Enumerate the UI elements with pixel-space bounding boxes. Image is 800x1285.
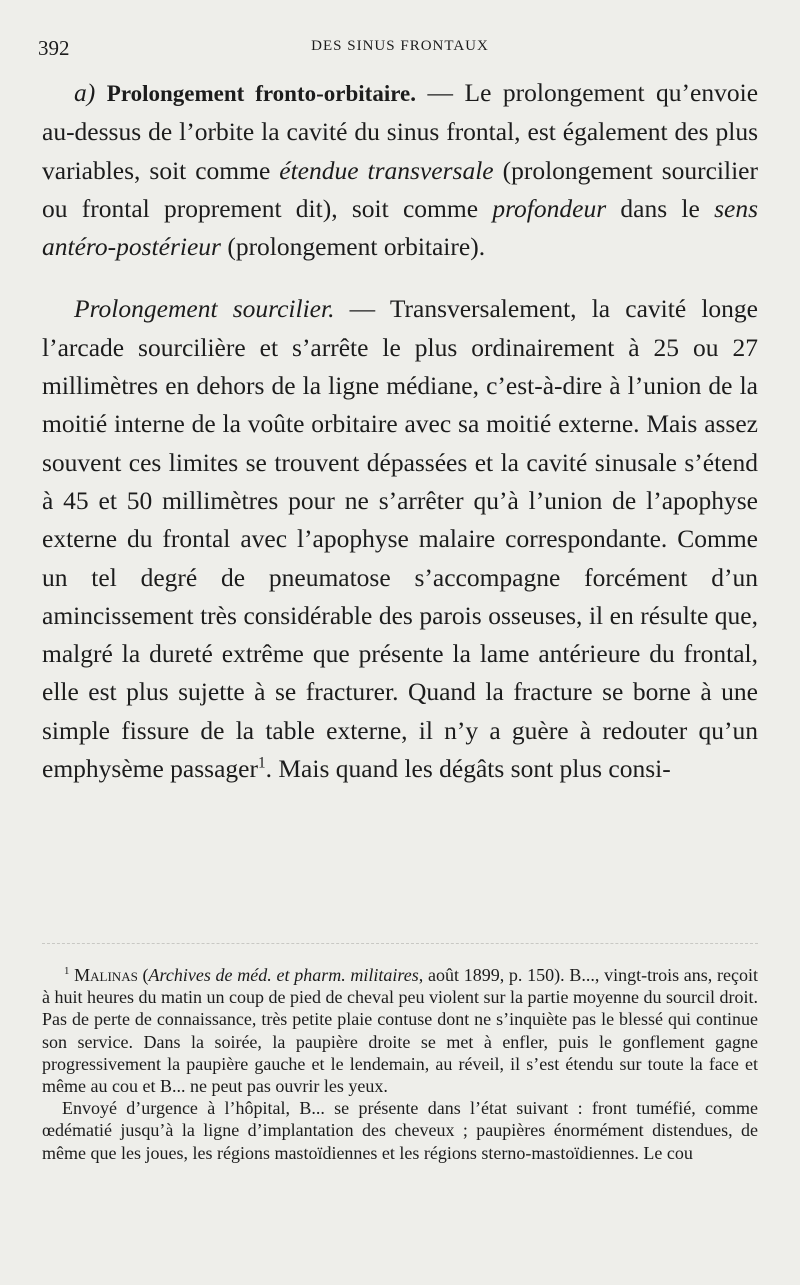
paragraph-fronto-orbitaire: a) Prolongement fronto-orbitaire. — Le prolongement qu’envoie au-dessus de l’orbite la cavité du sinus frontal, est également des plus variables, soit comme étendue transversale (prolongement sourcilier ou frontal proprement dit), soit comme profondeur dans le sens antéro-postérieur (prolongement orbitaire). (42, 78, 759, 262)
section-letter: a) (74, 78, 96, 107)
footnote-reference: 1 (257, 754, 266, 772)
page-header (36, 36, 764, 62)
footnote-paragraph: $^1$ Malinas (Archives de méd. et pharm. militaires, août 1899, p. 150). B..., vingt-trois ans, reçoit à huit heures du matin un coup de pied de cheval peu violent sur la partie moyenne du sourcil droit. Pas de perte de connaissance, très petite plaie contuse dont ne s’inquiète pas le blessé qui continue son service. Dans la soirée, la paupière droite se met à enfler, puis le gonflement gagne progressivement la paupière gauche et le lendemain, au réveil, il s’est étendu sur toute la face et même au cou et B... ne peut pas ouvrir les yeux. (42, 965, 758, 1097)
footnote-separator (42, 943, 758, 944)
emphasis: sens antéro-postérieur (42, 193, 758, 262)
footnote-source: Archives de méd. et pharm. militaires (148, 965, 419, 985)
paragraph-sourcilier: Prolongement sourcilier. — Transversalement, la cavité longe l’arcade sourcilière et s’arrête le plus ordinairement à 25 ou 27 millimètres en dehors de la ligne médiane, c’est-à-dire à l’union de la moitié interne de la voûte orbitaire avec sa moitié externe. Mais assez souvent ces limites se trouvent dépassées et la cavité sinusale s’étend à 45 et 50 millimètres pour ne s’arrêter qu’à l’union de l’apophyse externe du frontal avec l’apophyse malaire correspondante. Comme un tel degré de pneumatose s’accompagne forcément d’un amincissement très considérable des parois osseuses, il en résulte que, malgré la dureté extrême que présente la lame antérieure du frontal, elle est plus sujette à se fracturer. Quand la fracture se borne à une simple fissure de la table externe, il n’y a guère à redouter qu’un emphysème passager$^1$. Mais quand les dégâts sont plus consi- (42, 294, 758, 784)
footnote-marker: 1 (64, 965, 70, 977)
subsection-heading: Prolongement sourcilier. (74, 294, 335, 324)
footnote-author: Malinas (74, 965, 138, 985)
emphasis: profondeur (492, 193, 607, 223)
section-heading: Prolongement fronto-orbitaire. (106, 81, 416, 106)
main-text (42, 74, 758, 788)
footnote-paragraph: Envoyé d’urgence à l’hôpital, B... se présente dans l’état suivant : front tuméfié, comme œdématié jusqu’à la ligne d’implantation des cheveux ; paupières énormément distendues, de même que les joues, les régions mastoïdiennes et les régions sterno-mastoïdiennes. Le cou (42, 1098, 758, 1163)
page-number: 392 (38, 36, 70, 60)
emphasis: étendue transversale (279, 155, 494, 185)
running-title: DES SINUS FRONTAUX (311, 38, 489, 54)
footnotes (42, 964, 758, 1164)
